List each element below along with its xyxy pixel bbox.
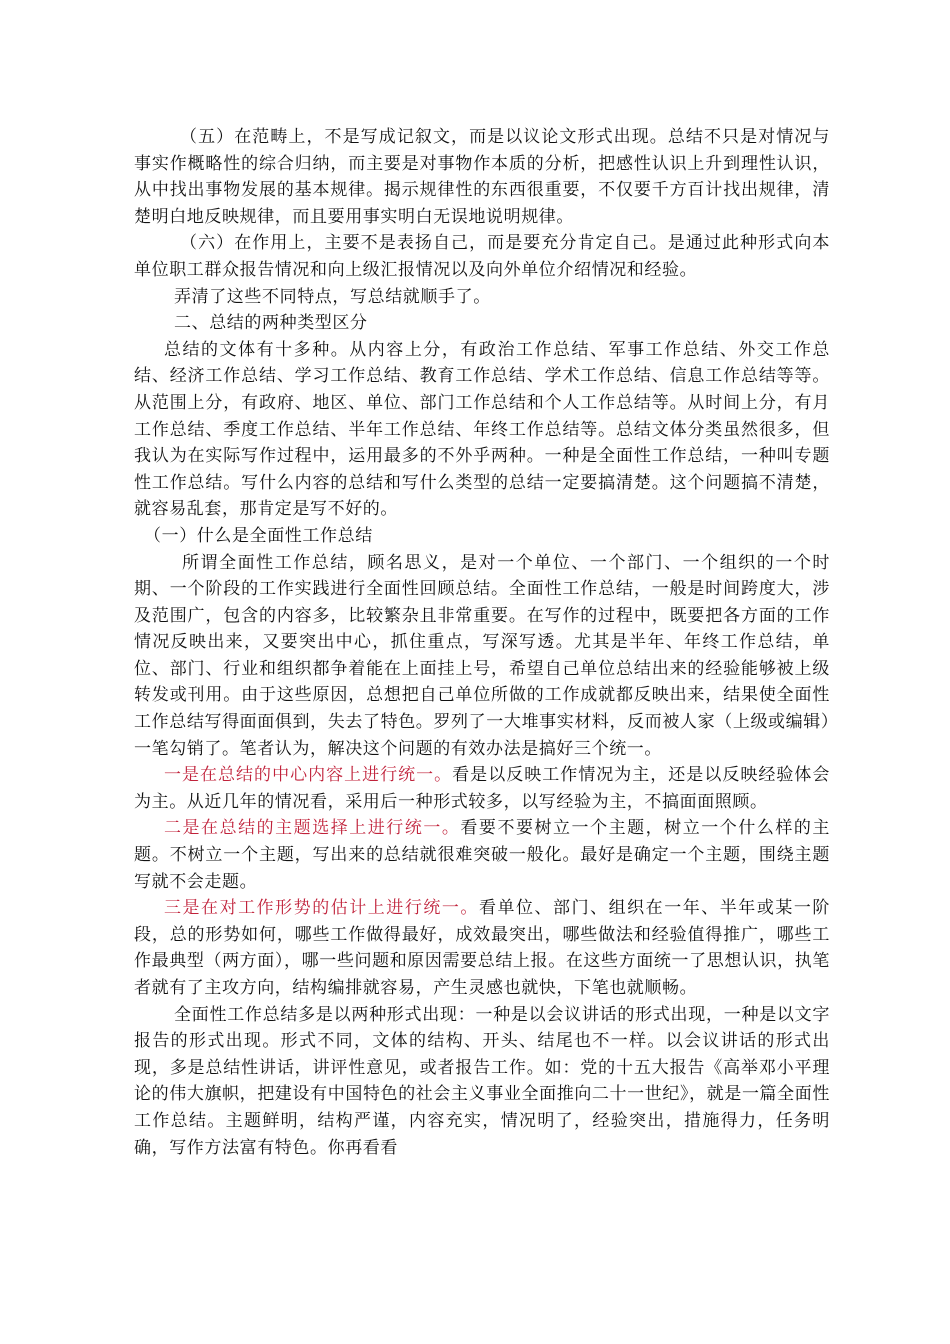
subheading-comprehensive-summary: （一）什么是全面性工作总结: [144, 525, 373, 546]
document-page: [134, 124, 830, 1161]
paragraph-comprehensive-definition: 所谓全面性工作总结，顾名思义，是对一个单位、一个部门、一个组织的一个时期、一个阶段的工作实践进行全面性回顾总结。全面性工作总结，一般是时间跨度大，涉及范围广，包含的内容多，比较繁杂且非常重要。在写作的过程中，既要把各方面的工作情况反映出来，又要突出中心，抓住重点，写深写透。尤其是半年、年终工作总结，单位、部门、行业和组织都争着能在上面挂上号，希望自己单位总结出来的经验能够被上级转发或刊用。由于这些原因，总想把自己单位所做的工作成就都反映出来，结果使全面性工作总结写得面面俱到，失去了特色。罗列了一大堆事实材料，反而被人家（上级或编辑）一笔勾销了。笔者认为，解决这个问题的有效办法是搞好三个统一。: [134, 552, 830, 759]
paragraph-unity-two: [134, 815, 830, 895]
highlight-unity-two: 二是在总结的主题选择上进行统一。: [164, 818, 461, 839]
paragraph-summary-note: 弄清了这些不同特点，写总结就顺手了。: [174, 286, 491, 307]
text-unity-one: 看是以反映工作情况为主，还是以反映经验体会为主。从近几年的情况看，采用后一种形式较多，以写经验为主，不搞面面照顾。: [134, 765, 830, 812]
paragraph-unity-three: [134, 895, 830, 1001]
paragraph-five: （五）在范畴上，不是写成记叙文，而是以议论文形式出现。总结不只是对情况与事实作概略性的综合归纳，而主要是对事物作本质的分析，把感性认识上升到理性认识，从中找出事物发展的基本规律。揭示规律性的东西很重要，不仅要千方百计找出规律，清楚明白地反映规律，而且要用事实明白无误地说明规律。: [134, 127, 830, 227]
highlight-unity-three: 三是在对工作形势的估计上进行统一。: [164, 898, 479, 919]
highlight-unity-one: 一是在总结的中心内容上进行统一。: [164, 765, 453, 786]
paragraph-unity-one: [134, 762, 830, 815]
text-unity-three: 看单位、部门、组织在一年、半年或某一阶段，总的形势如何，哪些工作做得最好，成效最突出，哪些做法和经验值得推广，哪些工作最典型（两方面），哪一些问题和原因需要总结上报。在这些方面统一了思想认识，执笔者就有了主攻方向，结构编排就容易，产生灵感也就快，下笔也就顺畅。: [134, 898, 830, 998]
paragraph-types-overview: 总结的文体有十多种。从内容上分，有政治工作总结、军事工作总结、外交工作总结、经济工作总结、学习工作总结、教育工作总结、学术工作总结、信息工作总结等等。从范围上分，有政府、地区、单位、部门工作总结和个人工作总结等。从时间上分，有月工作总结、季度工作总结、半年工作总结、年终工作总结等。总结文体分类虽然很多，但我认为在实际写作过程中，运用最多的不外乎两种。一种是全面性工作总结，一种叫专题性工作总结。写什么内容的总结和写什么类型的总结一定要搞清楚。这个问题搞不清楚，就容易乱套，那肯定是写不好的。: [134, 339, 830, 520]
paragraph-two-forms: 全面性工作总结多是以两种形式出现：一种是以会议讲话的形式出现，一种是以文字报告的形式出现。形式不同，文体的结构、开头、结尾也不一样。以会议讲话的形式出现，多是总结性讲话，讲评性意见，或者报告工作。如：党的十五大报告《高举邓小平理论的伟大旗帜，把建设有中国特色的社会主义事业全面推向二十一世纪》，就是一篇全面性工作总结。主题鲜明，结构严谨，内容充实，情况明了，经验突出，措施得力，任务明确，写作方法富有特色。你再看看: [134, 1004, 830, 1158]
section-heading-two-types: 二、总结的两种类型区分: [174, 313, 368, 334]
text-unity-two: 看要不要树立一个主题，树立一个什么样的主题。不树立一个主题，写出来的总结就很难突破一般化。最好是确定一个主题，围绕主题写就不会走题。: [134, 818, 830, 892]
paragraph-six: （六）在作用上，主要不是表扬自己，而是要充分肯定自己。是通过此种形式向本单位职工群众报告情况和向上级汇报情况以及向外单位介绍情况和经验。: [134, 233, 830, 280]
